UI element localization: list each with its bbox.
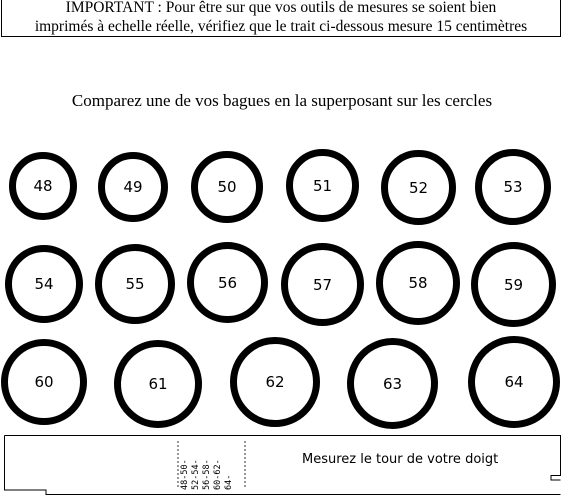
ring-size-50 (191, 151, 263, 223)
ring-size-label: 63 (382, 374, 403, 393)
strip-label: Mesurez le tour de votre doigt (302, 452, 499, 467)
ring-size-49 (98, 152, 168, 222)
ring-size-59 (471, 242, 556, 327)
ring-size-label: 55 (125, 275, 145, 293)
ring-size-label: 51 (312, 176, 333, 195)
ring-size-64 (468, 336, 560, 428)
size-tick-label: 48-50- (180, 459, 190, 490)
ring-size-label: 59 (503, 275, 524, 294)
notice-line-1: IMPORTANT : Pour être sur que vos outils de mesures se soient bien (65, 0, 497, 16)
ring-size-label: 56 (217, 273, 238, 292)
size-tick-label: 64- (224, 474, 234, 490)
ring-size-62 (230, 337, 320, 427)
ring-size-63 (347, 338, 438, 429)
ring-size-51 (286, 149, 359, 222)
ring-size-56 (187, 242, 268, 323)
ring-size-label: 49 (123, 178, 143, 196)
ring-size-label: 48 (33, 177, 53, 195)
ring-size-54 (5, 245, 83, 323)
ring-size-52 (381, 150, 456, 225)
ring-size-label: 64 (504, 373, 524, 391)
size-tick-label: 60-62- (213, 459, 223, 490)
ring-size-label: 62 (265, 373, 285, 391)
ring-size-label: 54 (34, 275, 54, 293)
ring-size-label: 61 (148, 375, 168, 393)
ring-size-label: 58 (408, 274, 428, 292)
size-tick-label: 56-58- (202, 459, 212, 490)
ring-size-label: 60 (34, 373, 54, 391)
ring-size-48 (9, 152, 77, 220)
ring-size-61 (114, 340, 202, 428)
ring-size-label: 52 (408, 178, 429, 197)
ring-size-60 (1, 339, 87, 425)
ring-size-label: 53 (503, 178, 523, 196)
instruction-text: Comparez une de vos bagues en la superposant sur les cercles (71, 91, 493, 110)
print-scale-notice (1, 0, 561, 37)
notice-line-2: imprimés à echelle réelle, vérifiez que le trait ci-dessous mesure 15 centimètres (34, 18, 528, 35)
ring-size-53 (475, 149, 551, 225)
ring-size-label: 50 (217, 178, 237, 196)
ring-size-58 (376, 241, 460, 325)
ring-size-55 (95, 244, 175, 324)
ring-size-57 (281, 243, 364, 326)
ring-size-label: 57 (312, 275, 333, 294)
size-tick-label: 52-54- (191, 459, 201, 490)
